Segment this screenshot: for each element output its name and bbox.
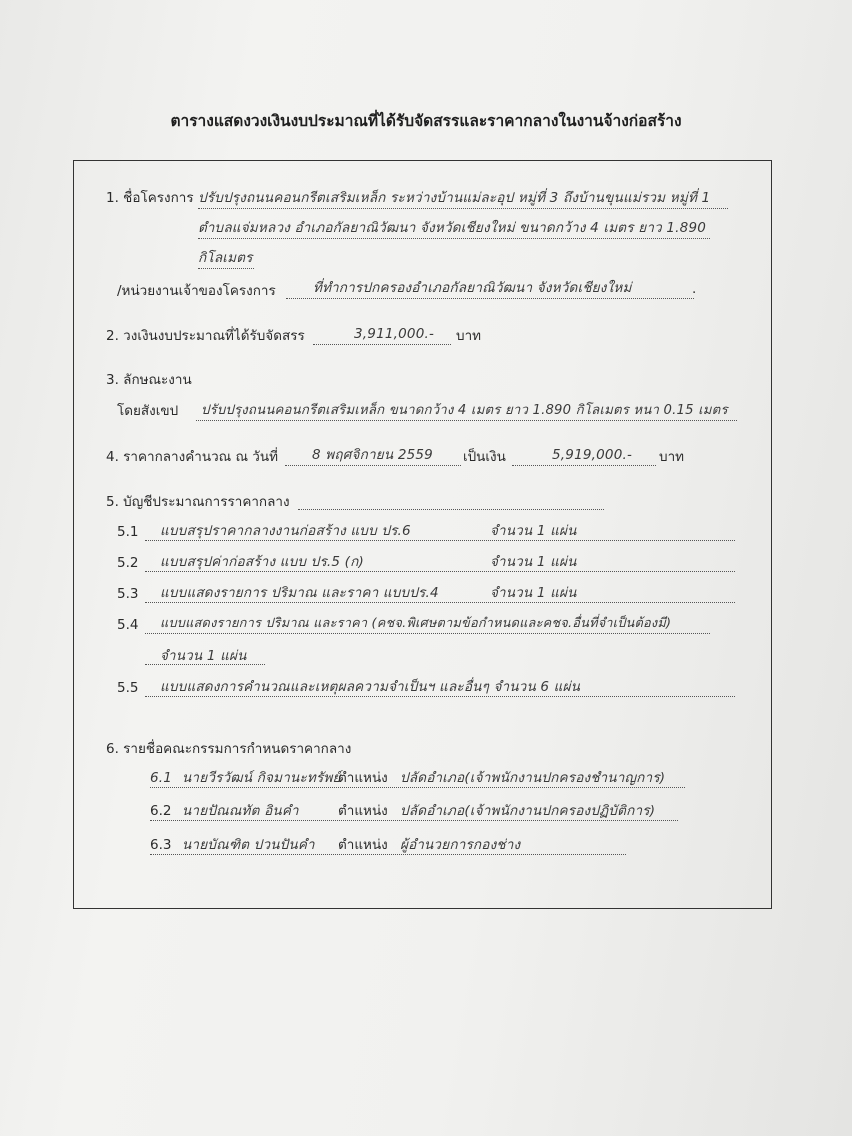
work-type-label: 3. ลักษณะงาน [106, 372, 192, 388]
project-name-label: 1. ชื่อโครงการ [106, 190, 194, 206]
dotted-line [198, 268, 254, 269]
member-position: ปลัดอำเภอ(เจ้าพนักงานปกครองชำนาญการ) [400, 770, 666, 786]
member-position: ผู้อำนวยการกองช่าง [400, 837, 521, 853]
member-position-label: ตำแหน่ง [338, 770, 388, 786]
dotted-line [145, 696, 735, 697]
dotted-line [285, 465, 461, 466]
item-number: 5.5 [117, 680, 139, 696]
committee-label: 6. รายชื่อคณะกรรมการกำหนดราคากลาง [106, 741, 352, 757]
budget-value: 3,911,000.- [354, 326, 435, 342]
estimate-list-label: 5. บัญชีประมาณการราคากลาง [106, 494, 290, 510]
dotted-line [313, 344, 451, 345]
dotted-line [198, 238, 710, 239]
summary-value: ปรับปรุงถนนคอนกรีตเสริมเหล็ก ขนาดกว้าง 4 เมตร ยาว 1.890 กิโลเมตร หนา 0.15 เมตร [201, 403, 728, 418]
median-price-date: 8 พฤศจิกายน 2559 [312, 447, 433, 463]
dotted-line [150, 787, 685, 788]
item-text: แบบแสดงการคำนวณและเหตุผลความจำเป็นฯ และอื่นๆ จำนวน 6 แผ่น [160, 679, 581, 695]
member-position-label: ตำแหน่ง [338, 837, 388, 853]
item-number: 5.1 [117, 524, 139, 540]
dotted-line [145, 602, 735, 603]
project-name-line2: ตำบลแจ่มหลวง อำเภอกัลยาณิวัฒนา จังหวัดเชียงใหม่ ขนาดกว้าง 4 เมตร ยาว 1.890 [198, 220, 707, 236]
budget-label: 2. วงเงินงบประมาณที่ได้รับจัดสรร [106, 328, 305, 344]
dotted-line [150, 854, 626, 855]
agency-value: ที่ทำการปกครองอำเภอกัลยาณิวัฒนา จังหวัดเชียงใหม่ [313, 280, 632, 296]
dotted-line [512, 465, 656, 466]
budget-unit: บาท [456, 328, 482, 344]
dotted-line [145, 571, 735, 572]
member-name: นายปัณณทัต อินคำ [182, 803, 299, 819]
item-text: แบบสรุปราคากลางงานก่อสร้าง แบบ ปร.6 [160, 523, 411, 539]
project-name-line3: กิโลเมตร [198, 250, 253, 266]
agency-label: /หน่วยงานเจ้าของโครงการ [117, 283, 276, 299]
dotted-line [145, 664, 265, 665]
member-name: นายบัณฑิต ปวนปันคำ [182, 837, 315, 853]
item-quantity: จำนวน 1 แผ่น [490, 523, 577, 539]
item-text: แบบแสดงรายการ ปริมาณ และราคา แบบปร.4 [160, 585, 439, 601]
item-number: 5.3 [117, 586, 139, 602]
member-number: 6.3 [150, 837, 172, 853]
agency-end-dot: . [692, 281, 697, 297]
member-name: นายวีรวัฒน์ กิจมานะทรัพย์ [182, 770, 341, 786]
dotted-line [198, 208, 728, 209]
member-number: 6.1 [150, 770, 173, 786]
dotted-line [298, 509, 604, 510]
dotted-line [196, 420, 737, 421]
item-text: แบบแสดงรายการ ปริมาณ และราคา (คชจ.พิเศษตามข้อกำหนดและคชจ.อื่นที่จำเป็นต้องมี) [160, 616, 672, 631]
median-price-mid: เป็นเงิน [463, 449, 506, 465]
project-name-line1: ปรับปรุงถนนคอนกรีตเสริมเหล็ก ระหว่างบ้านแม่ละอุป หมู่ที่ 3 ถึงบ้านขุนแม่รวม หมู่ที่ 1 [198, 190, 711, 206]
dotted-line [145, 540, 735, 541]
median-price-unit: บาท [659, 449, 685, 465]
dotted-line [145, 633, 710, 634]
item-quantity: จำนวน 1 แผ่น [490, 585, 577, 601]
summary-label: โดยสังเขป [117, 403, 179, 419]
member-position-label: ตำแหน่ง [338, 803, 388, 819]
median-price-value: 5,919,000.- [552, 447, 633, 463]
item-number: 5.4 [117, 617, 139, 633]
item-number: 5.2 [117, 555, 139, 571]
member-number: 6.2 [150, 803, 172, 819]
dotted-line [286, 298, 694, 299]
item-text: แบบสรุปค่าก่อสร้าง แบบ ปร.5 (ก) [160, 554, 364, 570]
item-quantity: จำนวน 1 แผ่น [490, 554, 577, 570]
member-position: ปลัดอำเภอ(เจ้าพนักงานปกครองปฏิบัติการ) [400, 803, 656, 819]
median-price-label: 4. ราคากลางคำนวณ ณ วันที่ [106, 449, 278, 465]
item-quantity: จำนวน 1 แผ่น [160, 648, 247, 664]
dotted-line [150, 820, 678, 821]
document-title: ตารางแสดงวงเงินงบประมาณที่ได้รับจัดสรรและราคากลางในงานจ้างก่อสร้าง [170, 112, 682, 130]
